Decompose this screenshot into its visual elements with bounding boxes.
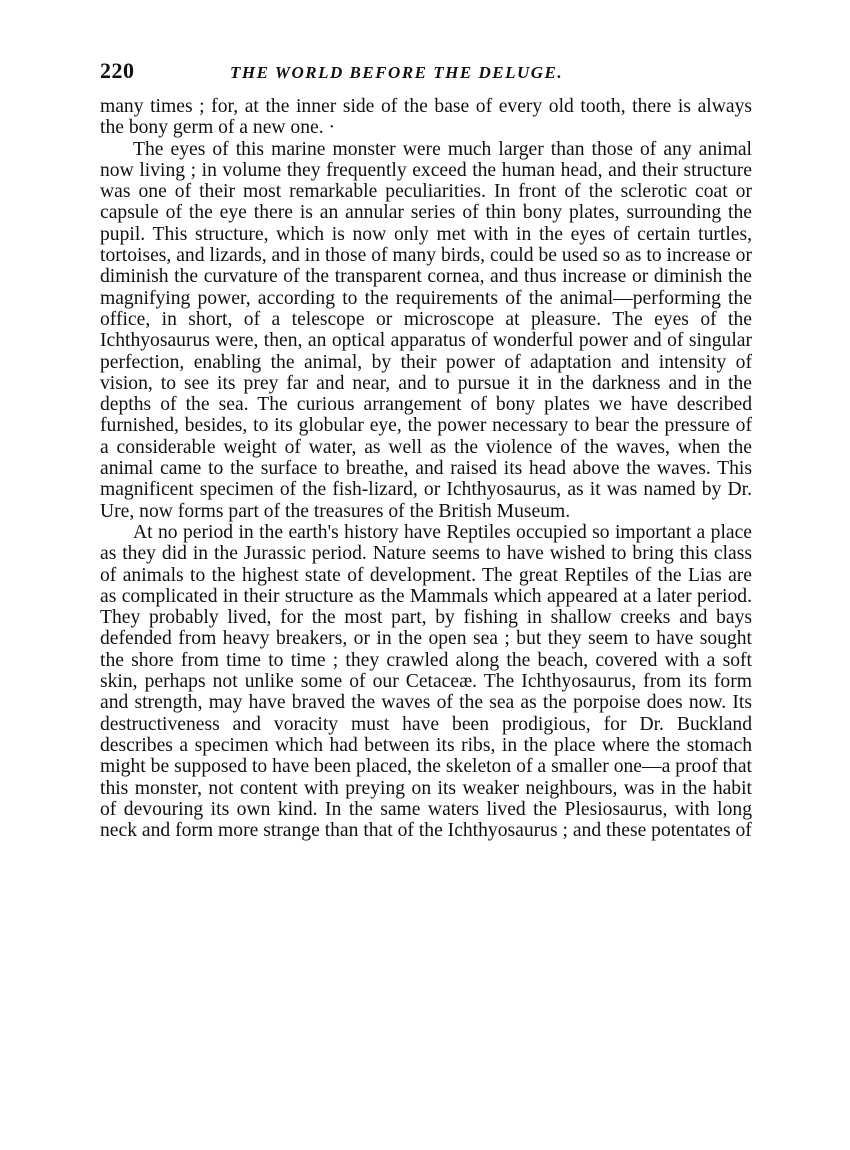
running-head: THE WORLD BEFORE THE DELUGE. xyxy=(230,63,564,82)
page-header xyxy=(100,58,752,88)
paragraph-reptiles: At no period in the earth's history have Reptiles occupied so important a place as they did in the Jurassic period. Nature seems to have wished to bring this class of animals to the highest state of development. The great Reptiles of the Lias are as complicated in their structure as the Mammals which appeared at a later period. They probably lived, for the most part, by fishing in shallow creeks and bays defended from heavy breakers, or in the open sea ; but they seem to have sought the shore from time to time ; they crawled along the beach, covered with a soft skin, perhaps not unlike some of our Cetaceæ. The Ichthyosaurus, from its form and strength, may have braved the waves of the sea as the porpoise does now. Its destructiveness and voracity must have been prodigious, for Dr. Buckland describes a specimen which had between its ribs, in the place where the stomach might be supposed to have been placed, the skeleton of a smaller one—a proof that this monster, not content with preying on its weaker neighbours, was in the habit of devouring its own kind. In the same waters lived the Plesiosaurus, with long neck and form more strange than that of the Ichthyosaurus ; and these potentates of xyxy=(100,521,752,842)
page-number: 220 xyxy=(100,58,135,83)
paragraph-eyes: The eyes of this marine monster were much larger than those of any animal now living ; in volume they frequently exceed the human head, and their structure was one of their most remarkable peculiarities. In front of the sclerotic coat or capsule of the eye there is an annular series of thin bony plates, surrounding the pupil. This structure, which is now only met with in the eyes of certain turtles, tortoises, and lizards, and in those of many birds, could be used so as to increase or diminish the curvature of the transparent cornea, and thus increase or diminish the magnifying power, according to the requirements of the animal—performing the office, in short, of a telescope or microscope at pleasure. The eyes of the Ichthyosaurus were, then, an optical apparatus of wonderful power and of singular perfection, enabling the animal, by their power of adaptation and intensity of vision, to see its prey far and near, and to pursue it in the darkness and in the depths of the sea. The curious arrangement of bony plates we have described furnished, besides, to its globular eye, the power necessary to bear the pressure of a considerable weight of water, as well as the violence of the waves, when the animal came to the surface to breathe, and raised its head above the waves. This magnificent specimen of the fish-lizard, or Ichthyosaurus, as it was named by Dr. Ure, now forms part of the treasures of the British Museum. xyxy=(100,138,752,522)
paragraph-continuation: many times ; for, at the inner side of the base of every old tooth, there is always the bony germ of a new one. · xyxy=(100,96,752,139)
body-text xyxy=(100,96,752,841)
book-page xyxy=(100,58,752,841)
